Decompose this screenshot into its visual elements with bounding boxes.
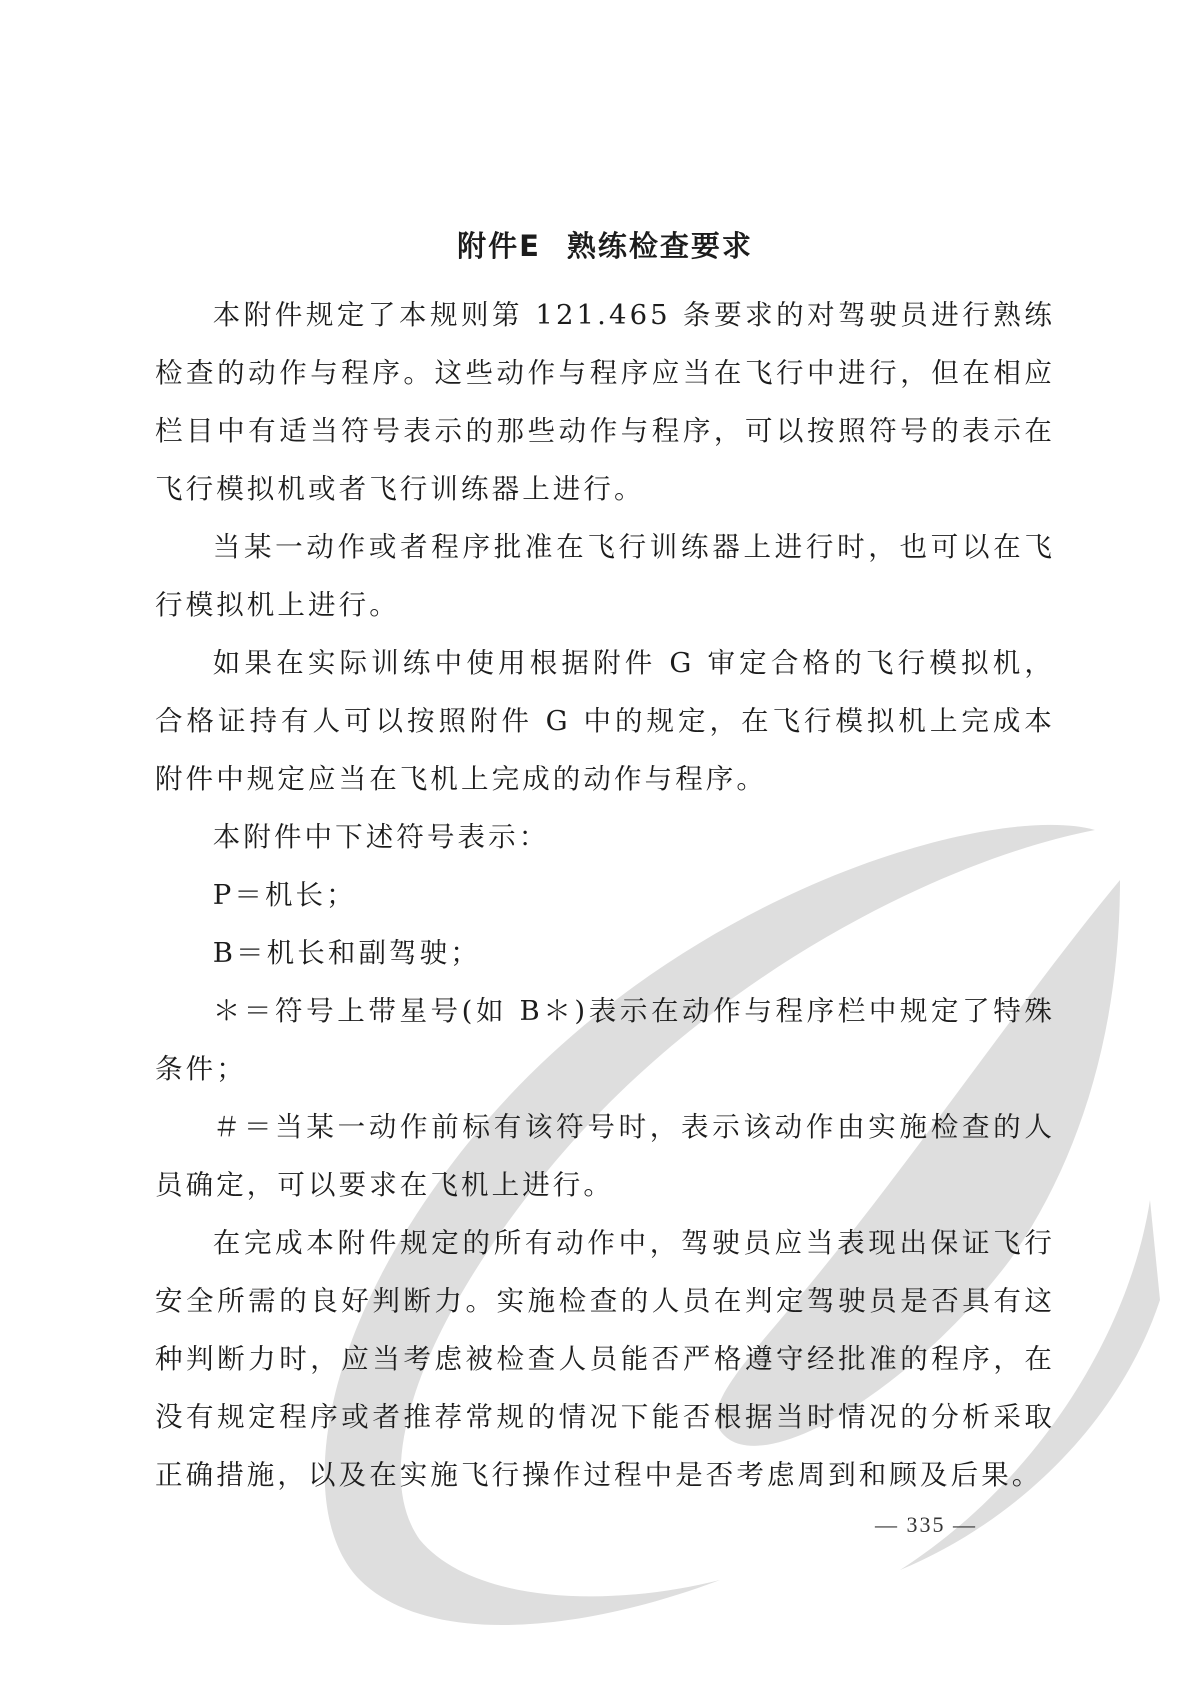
symbol-p: P＝机长； [212, 879, 357, 911]
paragraph-training-device: 当某一动作或者程序批准在飞行训练器上进行时，也可以在飞行模拟机上进行。 [155, 531, 1055, 621]
title-appendix-label: 附件E [457, 229, 541, 263]
paragraph-symbols-intro: 本附件中下述符号表示： [212, 821, 550, 853]
symbol-hash: ＃＝当某一动作前标有该符号时，表示该动作由实施检查的人员确定，可以要求在飞机上进行。 [155, 1111, 1055, 1201]
paragraph-intro: 本附件规定了本规则第 121.465 条要求的对驾驶员进行熟练检查的动作与程序。这些动作与程序应当在飞行中进行，但在相应栏目中有适当符号表示的那些动作与程序，可以按照符号的表示在飞行模拟机或者飞行训练器上进行。 [155, 299, 1055, 505]
document-body [155, 226, 1055, 1504]
symbol-star: ＊＝符号上带星号(如 B＊)表示在动作与程序栏中规定了特殊条件； [155, 995, 1055, 1085]
symbol-b: B＝机长和副驾驶； [212, 937, 481, 969]
paragraph-judgment: 在完成本附件规定的所有动作中，驾驶员应当表现出保证飞行安全所需的良好判断力。实施检查的人员在判定驾驶员是否具有这种判断力时，应当考虑被检查人员能否严格遵守经批准的程序，在没有规定程序或者推荐常规的情况下能否根据当时情况的分析采取正确措施，以及在实施飞行操作过程中是否考虑周到和顾及后果。 [155, 1227, 1055, 1491]
title-heading: 熟练检查要求 [566, 229, 753, 263]
page-number: — 335 — [875, 1512, 977, 1537]
paragraph-simulator: 如果在实际训练中使用根据附件 G 审定合格的飞行模拟机，合格证持有人可以按照附件 G 中的规定，在飞行模拟机上完成本附件中规定应当在飞机上完成的动作与程序。 [155, 647, 1055, 795]
page-title [155, 226, 1055, 266]
